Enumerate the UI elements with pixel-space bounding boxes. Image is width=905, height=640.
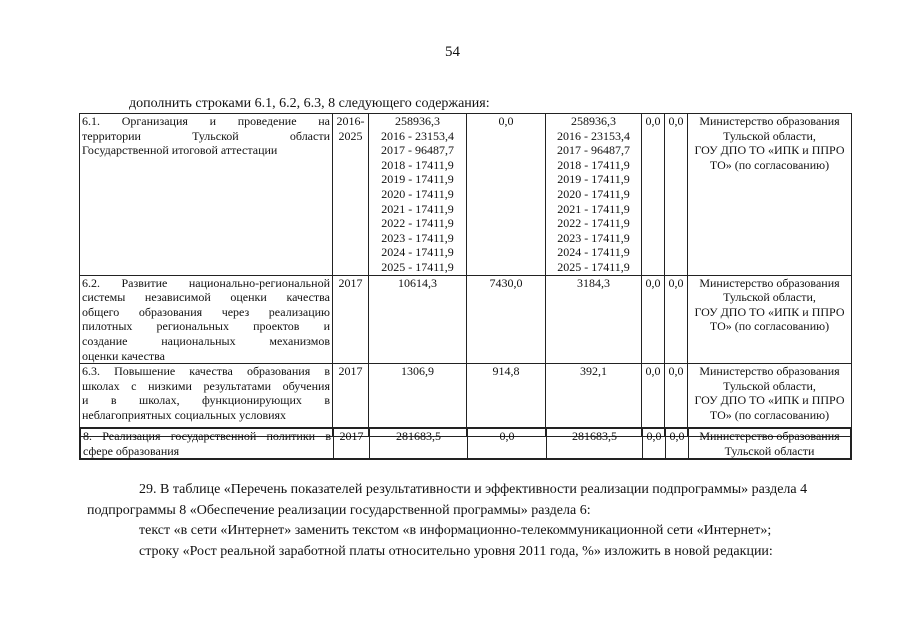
measure-name-line: 6.1. Организация и проведение на xyxy=(82,114,330,128)
measure-name-line: 8. Реализация государственной политики в xyxy=(83,429,331,443)
cell-line: 2025 xyxy=(338,128,363,143)
cell-line: 2024 - 17411,9 xyxy=(557,245,630,260)
local-cell: 0,0 xyxy=(643,428,666,459)
cell-line: 2022 - 17411,9 xyxy=(381,216,454,231)
measure-name-line: неблагоприятных социальных условиях xyxy=(82,407,287,422)
cell-line: 2017 - 96487,7 xyxy=(381,143,454,158)
total-cell xyxy=(369,114,467,276)
federal-cell: 914,8 xyxy=(467,364,546,437)
cell-line: Тульской области xyxy=(724,443,815,458)
cell-line: 2016- xyxy=(336,114,365,128)
cell-line: Министерство образования xyxy=(699,114,840,128)
total-cell xyxy=(369,275,467,364)
measure-name-line: 6.2. Развитие национально-региональной xyxy=(82,275,330,290)
measure-name-line: 6.3. Повышение качества образования в xyxy=(82,364,330,379)
years-cell xyxy=(333,114,369,276)
executor-cell xyxy=(688,275,852,364)
other-cell: 0,0 xyxy=(665,114,688,276)
measure-name-line: территории Тульской области xyxy=(82,128,330,143)
regional-cell xyxy=(546,275,642,364)
cell-line: ТО» (по согласованию) xyxy=(709,407,830,422)
cell-line: 2025 - 17411,9 xyxy=(381,259,454,274)
regional-cell xyxy=(546,364,642,437)
cell-line: 1306,9 xyxy=(401,364,434,379)
regional-cell xyxy=(546,114,642,276)
paragraph-29: 29. В таблице «Перечень показателей результативности и эффективности реализации подпрограммы» раздела 4 xyxy=(139,482,808,497)
cell-line: 2018 - 17411,9 xyxy=(381,157,454,172)
cell-line: 3184,3 xyxy=(577,275,610,290)
cell-line: 281683,5 xyxy=(396,429,441,443)
local-cell: 0,0 xyxy=(642,114,665,276)
cell-line: 2021 - 17411,9 xyxy=(557,201,630,216)
years-cell xyxy=(334,428,370,459)
regional-cell xyxy=(547,428,643,459)
cell-line: 2017 xyxy=(338,275,363,290)
cell-line: 2016 - 23153,4 xyxy=(557,128,630,143)
measure-name-cell xyxy=(80,114,333,276)
total-cell xyxy=(370,428,468,459)
cell-line: Министерство образования xyxy=(699,364,840,379)
local-cell: 0,0 xyxy=(642,364,665,437)
cell-line: 2024 - 17411,9 xyxy=(381,245,454,260)
measure-name-cell xyxy=(80,428,334,459)
cell-line: ТО» (по согласованию) xyxy=(709,319,830,334)
other-cell: 0,0 xyxy=(665,275,688,364)
measure-name-line: системы независимой оценки качества xyxy=(82,290,330,305)
years-cell xyxy=(333,364,369,437)
table-row xyxy=(80,428,851,459)
cell-line: 2020 - 17411,9 xyxy=(557,186,630,201)
measure-name-line: сфере образования xyxy=(83,443,180,458)
cell-line: ТО» (по согласованию) xyxy=(709,157,830,172)
intro-text: дополнить строками 6.1, 6.2, 6.3, 8 следующего содержания: xyxy=(129,96,490,111)
table-row xyxy=(80,275,852,364)
executor-cell xyxy=(688,114,852,276)
measure-name-cell xyxy=(80,275,333,364)
executor-cell xyxy=(688,364,852,437)
cell-line: ГОУ ДПО ТО «ИПК и ППРО xyxy=(694,143,845,158)
measure-name-line: и в школах, функционирующих в xyxy=(82,393,330,408)
cell-line: Министерство образования xyxy=(699,275,840,290)
cell-line: 2021 - 17411,9 xyxy=(381,201,454,216)
table-row xyxy=(80,114,852,276)
table-row xyxy=(80,364,852,437)
total-cell xyxy=(369,364,467,437)
cell-line: 2022 - 17411,9 xyxy=(557,216,630,231)
measure-name-cell xyxy=(80,364,333,437)
other-cell: 0,0 xyxy=(666,428,689,459)
cell-line: 392,1 xyxy=(580,364,607,379)
cell-line: Тульской области, xyxy=(723,378,816,393)
paragraph-29-cont: подпрограммы 8 «Обеспечение реализации государственной программы» раздела 6: xyxy=(87,503,591,518)
cell-line: 2019 - 17411,9 xyxy=(381,172,454,187)
cell-line: 258936,3 xyxy=(395,114,440,128)
federal-cell: 7430,0 xyxy=(467,275,546,364)
other-cell: 0,0 xyxy=(665,364,688,437)
cell-line: 2020 - 17411,9 xyxy=(381,186,454,201)
cell-line: 2017 xyxy=(339,429,364,443)
cell-line: 2025 - 17411,9 xyxy=(557,259,630,274)
paragraph-replace-text: текст «в сети «Интернет» заменить текстом «в информационно-телекоммуникационной сети «Интернет»; xyxy=(139,523,772,538)
measure-name-line: общего образования через реализацию xyxy=(82,304,330,319)
federal-cell: 0,0 xyxy=(467,114,546,276)
cell-line: 2017 - 96487,7 xyxy=(557,143,630,158)
executor-cell xyxy=(689,428,852,459)
cell-line: ГОУ ДПО ТО «ИПК и ППРО xyxy=(694,304,845,319)
measure-name-line: создание национальных механизмов xyxy=(82,333,330,348)
cell-line: 2019 - 17411,9 xyxy=(557,172,630,187)
federal-cell: 0,0 xyxy=(468,428,547,459)
cell-line: Тульской области, xyxy=(723,290,816,305)
cell-line: 2023 - 17411,9 xyxy=(381,230,454,245)
measure-name-line: оценки качества xyxy=(82,348,165,363)
measure-name-line: школах с низкими результатами обучения xyxy=(82,378,330,393)
cell-line: 2023 - 17411,9 xyxy=(557,230,630,245)
measure-name-line: Государственной итоговой аттестации xyxy=(82,143,278,158)
cell-line: ГОУ ДПО ТО «ИПК и ППРО xyxy=(694,393,845,408)
page-number: 54 xyxy=(445,44,460,60)
cell-line: 10614,3 xyxy=(398,275,437,290)
cell-line: 2017 xyxy=(338,364,363,379)
paragraph-replace-row: строку «Рост реальной заработной платы относительно уровня 2011 года, %» изложить в новой редакции: xyxy=(139,544,773,559)
cell-line: 2018 - 17411,9 xyxy=(557,157,630,172)
cell-line: 258936,3 xyxy=(571,114,616,128)
cell-line: Тульской области, xyxy=(723,128,816,143)
cell-line: Министерство образования xyxy=(699,429,840,443)
cell-line: 2016 - 23153,4 xyxy=(381,128,454,143)
measures-table-row-8 xyxy=(79,427,852,460)
cell-line: 281683,5 xyxy=(572,429,617,443)
local-cell: 0,0 xyxy=(642,275,665,364)
measures-table xyxy=(79,113,852,437)
years-cell xyxy=(333,275,369,364)
measure-name-line: пилотных региональных проектов и xyxy=(82,319,330,334)
